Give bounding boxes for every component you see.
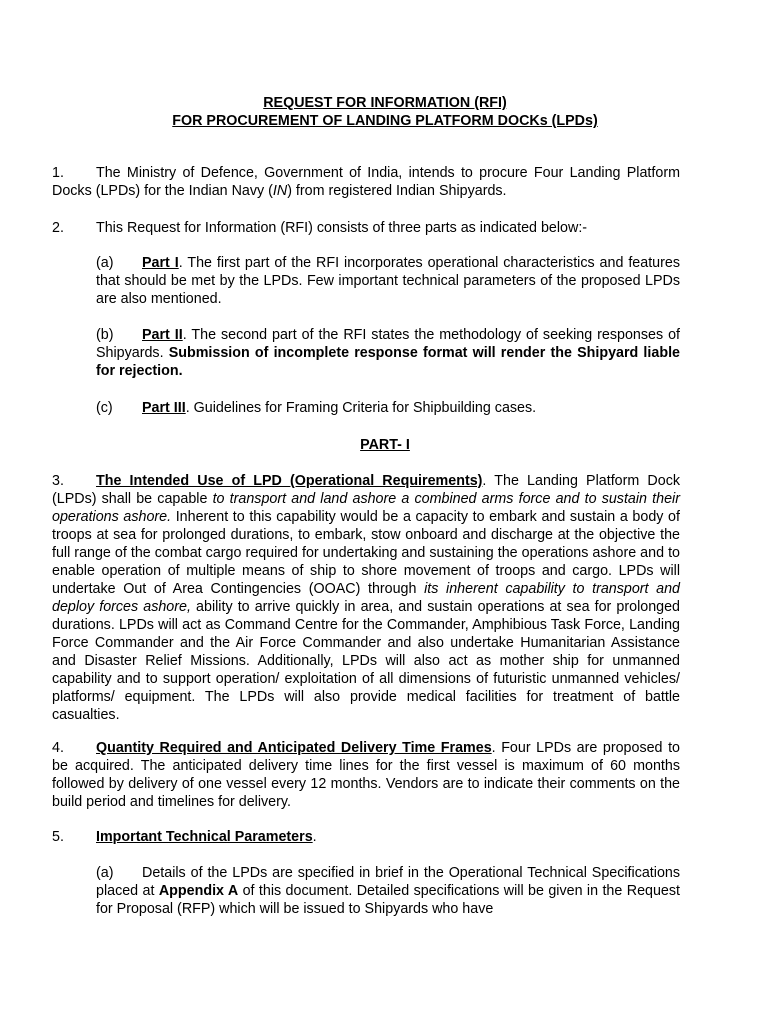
para-number: 3. xyxy=(52,473,64,489)
para-heading: Quantity Required and Anticipated Delivery Time Frames xyxy=(96,740,492,756)
para-bold: Appendix A xyxy=(158,883,239,899)
para-italic: IN xyxy=(272,183,288,199)
para-text: . The second part of the RFI states the methodology of seeking responses of Shipyards. xyxy=(96,327,680,361)
document-title xyxy=(0,94,770,130)
para-italic: to transport and land ashore a combined arms force and to sustain their operations ashore. xyxy=(52,491,680,525)
para-bold: Submission of incomplete response format will render the Shipyard liable for rejection. xyxy=(96,345,680,379)
paragraph-1 xyxy=(52,164,680,200)
para-text: . The Landing Platform Dock (LPDs) shall be capable xyxy=(52,473,680,507)
sub-heading: Part II xyxy=(142,327,183,343)
para-text: The Ministry of Defence, Government of India, intends to procure Four Landing Platform Docks (LPDs) for the Indian Navy ( xyxy=(52,165,680,199)
para-text: . xyxy=(312,829,317,845)
paragraph-3 xyxy=(52,472,680,724)
para-text: Inherent to this capability would be a capacity to embark and sustain a body of troops at sea for prolonged durations, to embark, stow onboard and discharge at the objective the full range of the combat cargo required for undertaking and sustaining the operations ashore and to enable operation of multiple means of ship to shore movement of troops and cargo. LPDs will undertake Out of Area Contingencies (OOAC) through xyxy=(52,509,680,597)
para-text: This Request for Information (RFI) consists of three parts as indicated below:- xyxy=(96,220,588,236)
para-text: . Guidelines for Framing Criteria for Shipbuilding cases. xyxy=(185,400,537,416)
para-number: 1. xyxy=(52,165,64,181)
title-line-2: FOR PROCUREMENT OF LANDING PLATFORM DOCKs (LPDs) xyxy=(172,113,598,129)
para-heading: The Intended Use of LPD (Operational Requirements) xyxy=(96,473,483,489)
para-italic: its inherent capability to transport and deploy forces ashore, xyxy=(52,581,680,615)
title-line-1: REQUEST FOR INFORMATION (RFI) xyxy=(263,95,507,111)
para-text: ability to arrive quickly in area, and sustain operations at sea for prolonged durations. LPDs will act as Command Centre for the Commander, Amphibious Task Force, Landing Force Commander and the Air Force Commander and also undertake Humanitarian Assistance and Disaster Relief Missions. Additionally, LPDs will also act as mother ship for unmanned capability and to support operation/ exploitation of all dimensions of futuristic unmanned vehicles/ platforms/ equipment. The LPDs will also provide medical facilities for treatment of battle casualties. xyxy=(52,599,681,723)
para-number: 5. xyxy=(52,829,64,845)
paragraph-5a xyxy=(96,864,680,918)
paragraph-2 xyxy=(52,219,680,237)
para-number: 4. xyxy=(52,740,64,756)
sub-number: (c) xyxy=(96,400,113,416)
sub-heading: Part III xyxy=(142,400,186,416)
sub-number: (a) xyxy=(96,865,114,881)
para-number: 2. xyxy=(52,220,64,236)
part-heading: PART- I xyxy=(360,437,410,453)
para-text: . The first part of the RFI incorporates operational characteristics and features that should be met by the LPDs. Few important technical parameters of the proposed LPDs are also mentioned. xyxy=(96,255,680,307)
sub-number: (a) xyxy=(96,255,114,271)
para-text: of this document. Detailed specifications will be given in the Request for Proposal (RFP) which will be issued to Shipyards who have xyxy=(96,883,680,917)
paragraph-2c xyxy=(96,399,680,417)
para-text: Details of the LPDs are specified in brief in the Operational Technical Specifications placed at xyxy=(96,865,680,899)
para-heading: Important Technical Parameters xyxy=(96,829,313,845)
paragraph-2a xyxy=(96,254,680,308)
paragraph-5 xyxy=(52,828,680,846)
para-text: . Four LPDs are proposed to be acquired. The anticipated delivery time lines for the first vessel is maximum of 60 months followed by delivery of one vessel every 12 months. Vendors are to indicate their comments on the build period and timelines for delivery. xyxy=(52,740,680,810)
paragraph-4 xyxy=(52,739,680,811)
paragraph-2b xyxy=(96,326,680,380)
para-text: ) from registered Indian Shipyards. xyxy=(287,183,507,199)
sub-heading: Part I xyxy=(142,255,179,271)
sub-number: (b) xyxy=(96,327,114,343)
